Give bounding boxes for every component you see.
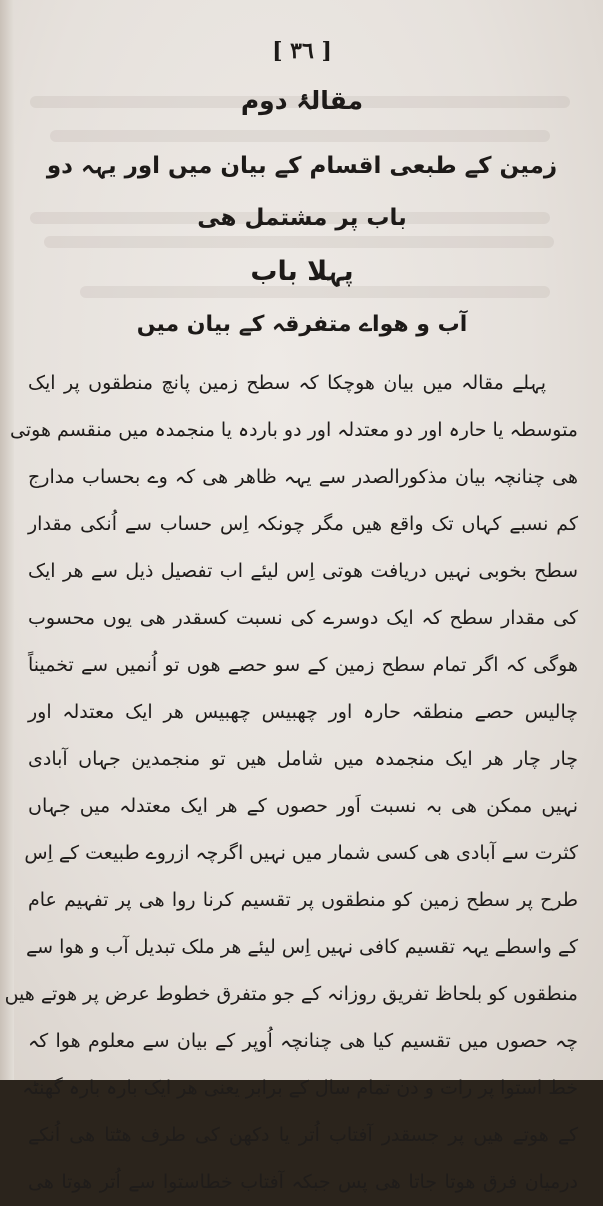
body-text: [4, 360, 578, 1206]
body-line: ھی چنانچہ بیان مذکورالصدر سے یہہ ظاھر ھی کہ وے بحساب مدارج: [28, 466, 578, 488]
page-number: [ ٣٦ ]: [272, 38, 332, 64]
body-line: کی مقدار سطح کہ ایک دوسرے کی نسبت کسقدر ھی یوں محسوب: [28, 607, 578, 629]
body-line: طرح پر سطح زمین کو منطقوں پر تقسیم کرنا روا ھی پر تفہیم عام: [28, 889, 578, 911]
body-line: کم نسبے کہاں تک واقع ھیں مگر چونکہ اِس حساب سے اُنکی مقدار: [28, 513, 578, 535]
body-line: چہ حصوں میں تقسیم کیا ھی چنانچہ اُوپر کے بیان سے معلوم ھوا کہ: [28, 1030, 578, 1052]
chapter-title: پہلا باب: [250, 256, 354, 287]
section-title: آب و ھواے متفرقہ کے بیان میں: [136, 312, 468, 337]
body-line: خط استوا پر رات و دن تمام سال کے برابر یعنی ھر ایک بارہ بارہ گھنٹہ: [22, 1077, 578, 1099]
article-title: مقالۂ دوم: [240, 86, 364, 115]
body-line: کے ھوتے ھیں پر جسقدر آفتاب اُتر یا دکھن کی طرف ھٹتا ھی اُنکے: [28, 1124, 578, 1146]
body-line: سطح بخوبی نہیں دریافت ھوتی اِس لیئے اب تفصیل ذیل سے ھر ایک: [28, 560, 578, 582]
body-line: درمیان فرق ھوتا جاتا ھی پس جبکہ آفتاب خطاستوا سے اُتر ھوتا ھی: [28, 1171, 578, 1193]
page-binding-edge: [0, 0, 14, 1080]
body-line: متوسطہ یا حارہ اور دو معتدلہ اور دو باردہ یا منجمدہ میں منقسم ھوتی: [10, 419, 578, 441]
body-line: پہلے مقالہ میں بیان ھوچکا کہ سطح زمین پانچ منطقوں پر ایک: [28, 372, 546, 394]
body-line: چار چار ھر ایک منجمدہ میں شامل ھیں تو منجمدین جہاں آبادی: [28, 748, 578, 770]
body-line: ھوگی کہ اگر تمام سطح زمین کے سو حصے ھوں تو اُنمیں سے تخمیناً: [28, 654, 578, 676]
show-through-text: [80, 286, 550, 298]
body-line: کے واسطے یہہ تقسیم کافی نہیں اِس لیئے ھر ملک تبدیل آب و ھوا سے: [26, 936, 578, 958]
body-line: چالیس حصے منطقہ حارہ اور چھبیس چھبیس ھر ایک معتدلہ اور: [28, 701, 578, 723]
article-subtitle: زمین کے طبعی اقسام کے بیان میں اور یہہ دو باب پر مشتمل ھی: [46, 153, 558, 231]
body-line: منطقوں کو بلحاظ تفریق روزانہ کے جو متفرق خطوط عرض پر ھوتے ھیں: [4, 983, 578, 1005]
body-line: نہیں ممکن ھی بہ نسبت اَور حصوں کے ھر ایک معتدلہ میں جہاں: [28, 795, 578, 817]
body-line: کثرت سے آبادی ھی کسی شمار میں نہیں اگرچہ ازروے طبیعت کے اِس: [24, 842, 578, 864]
